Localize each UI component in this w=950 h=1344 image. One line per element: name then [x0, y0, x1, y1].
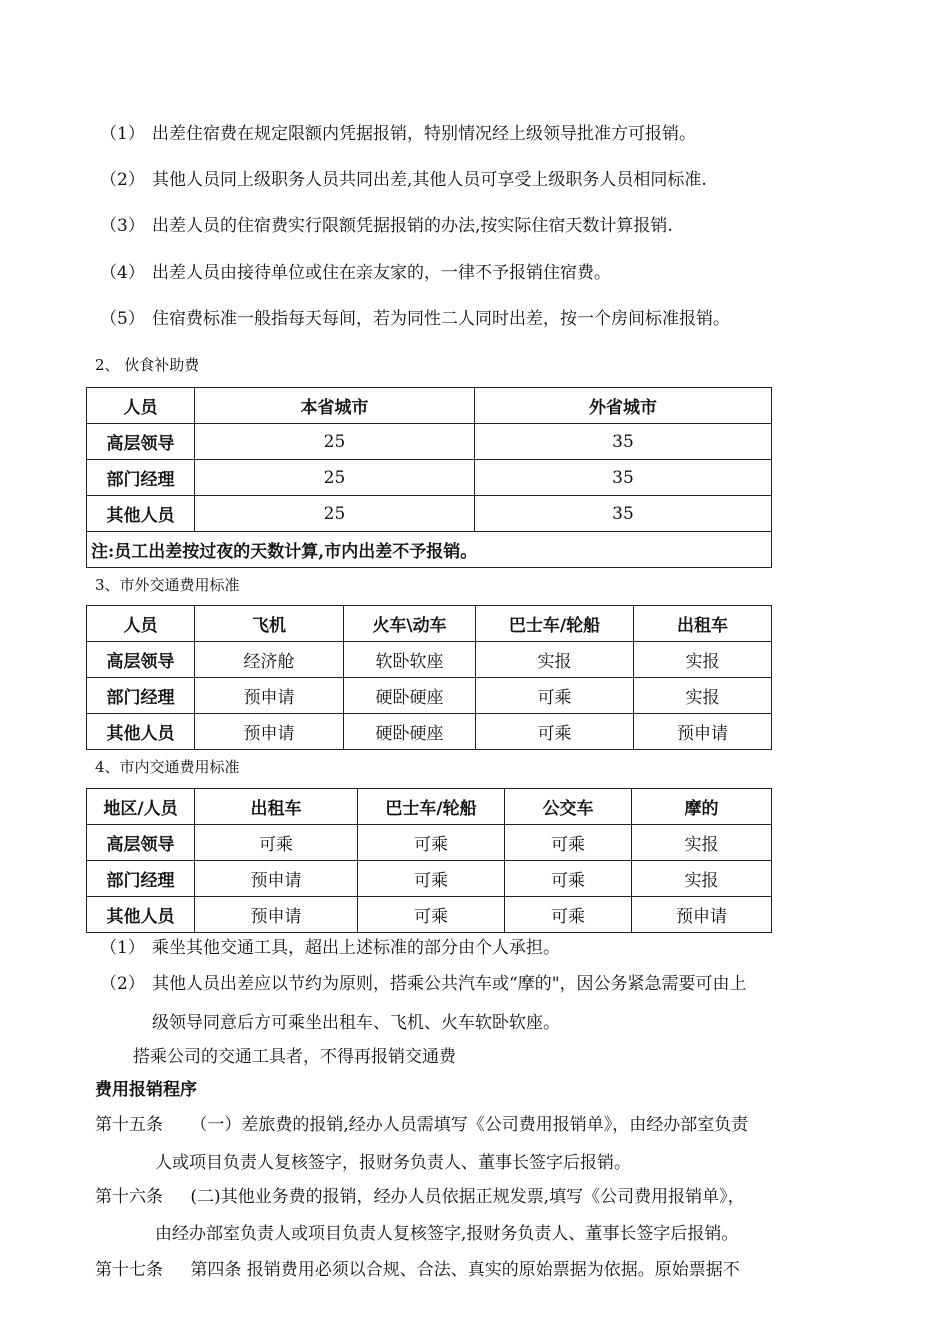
lodging-rule-1: （1） 出差住宿费在规定限额内凭据报销，特别情况经上级领导批准方可报销。 [100, 124, 696, 144]
header-cell: 飞机 [195, 606, 344, 642]
outer-transport-table [86, 605, 772, 750]
header-cell: 本省城市 [195, 388, 475, 424]
row-label: 其他人员 [87, 496, 195, 532]
row-label: 部门经理 [87, 678, 195, 714]
meal-heading: 2、 伙食补助费 [95, 356, 200, 374]
article-17: 第十七条 第四条 报销费用必须以合规、合法、真实的原始票据为依据。原始票据不 [95, 1260, 740, 1280]
table-row [87, 861, 772, 897]
article-label: 第十五条 [95, 1115, 163, 1135]
table-cell: 35 [475, 460, 772, 496]
transport-note-2-cont: 级领导同意后方可乘坐出租车、飞机、火车软卧软座。 [152, 1013, 560, 1033]
meal-table [86, 387, 772, 568]
article-15: 第十五条 （一）差旅费的报销,经办人员需填写《公司费用报销单》，由经办部室负责 [95, 1115, 749, 1135]
table-cell: 可乘 [358, 897, 505, 933]
table-cell: 可乘 [505, 825, 632, 861]
transport-note-2: （2） 其他人员出差应以节约为原则，搭乘公共汽车或“摩的"，因公务紧急需要可由上 [100, 974, 747, 994]
table-cell: 可乘 [195, 825, 358, 861]
table-cell: 35 [475, 496, 772, 532]
header-cell: 出租车 [195, 789, 358, 825]
table-row [87, 460, 772, 496]
row-label: 部门经理 [87, 460, 195, 496]
table-cell: 硬卧硬座 [344, 678, 476, 714]
table-row [87, 642, 772, 678]
lodging-rule-3: （3） 出差人员的住宿费实行限额凭据报销的办法,按实际住宿天数计算报销. [100, 216, 673, 236]
table-row [87, 714, 772, 750]
header-cell: 人员 [87, 606, 195, 642]
header-cell: 公交车 [505, 789, 632, 825]
table-row [87, 496, 772, 532]
procedure-title: 费用报销程序 [95, 1080, 197, 1100]
row-label: 高层领导 [87, 424, 195, 460]
table-cell: 实报 [634, 678, 772, 714]
article-16: 第十六条 (二)其他业务费的报销，经办人员依据正规发票,填写《公司费用报销单》， [95, 1187, 745, 1207]
table-cell: 实报 [634, 642, 772, 678]
table-row [87, 424, 772, 460]
lodging-rule-4: （4） 出差人员由接待单位或住在亲友家的，一律不予报销住宿费。 [100, 263, 611, 283]
table-header-row [87, 606, 772, 642]
transport-note-3: 搭乘公司的交通工具者，不得再报销交通费 [133, 1047, 456, 1067]
table-cell: 预申请 [195, 678, 344, 714]
table-cell: 预申请 [195, 861, 358, 897]
row-label: 其他人员 [87, 714, 195, 750]
article-label: 第十六条 [95, 1187, 163, 1207]
table-row [87, 897, 772, 933]
table-cell: 25 [195, 496, 475, 532]
table-row [87, 678, 772, 714]
table-cell: 实报 [632, 825, 772, 861]
table-cell: 35 [475, 424, 772, 460]
inner-transport-table [86, 788, 772, 933]
header-cell: 巴士车/轮船 [476, 606, 634, 642]
outer-transport-heading: 3、市外交通费用标准 [95, 576, 240, 594]
table-cell: 可乘 [476, 678, 634, 714]
article-15-cont: 人或项目负责人复核签字，报财务负责人、董事长签字后报销。 [155, 1153, 631, 1173]
lodging-rule-2: （2） 其他人员同上级职务人员共同出差,其他人员可享受上级职务人员相同标准. [100, 170, 707, 190]
header-cell: 火车\动车 [344, 606, 476, 642]
row-label: 高层领导 [87, 825, 195, 861]
header-cell: 人员 [87, 388, 195, 424]
table-cell: 预申请 [195, 897, 358, 933]
row-label: 其他人员 [87, 897, 195, 933]
table-cell: 可乘 [476, 714, 634, 750]
table-cell: 软卧软座 [344, 642, 476, 678]
note-row [87, 532, 772, 568]
article-16-cont: 由经办部室负责人或项目负责人复核签字,报财务负责人、董事长签字后报销。 [155, 1224, 739, 1244]
table-cell: 硬卧硬座 [344, 714, 476, 750]
inner-transport-heading: 4、市内交通费用标准 [95, 758, 240, 776]
table-header-row [87, 388, 772, 424]
table-cell: 可乘 [505, 861, 632, 897]
transport-note-1: （1） 乘坐其他交通工具，超出上述标准的部分由个人承担。 [100, 938, 560, 958]
row-label: 高层领导 [87, 642, 195, 678]
table-cell: 预申请 [632, 897, 772, 933]
table-cell: 经济舱 [195, 642, 344, 678]
table-cell: 实报 [632, 861, 772, 897]
article-label: 第十七条 [95, 1260, 163, 1280]
lodging-rule-5: （5） 住宿费标准一般指每天每间，若为同性二人同时出差，按一个房间标准报销。 [100, 309, 730, 329]
header-cell: 外省城市 [475, 388, 772, 424]
table-cell: 实报 [476, 642, 634, 678]
table-cell: 可乘 [358, 861, 505, 897]
header-cell: 巴士车/轮船 [358, 789, 505, 825]
table-row [87, 825, 772, 861]
table-header-row [87, 789, 772, 825]
header-cell: 摩的 [632, 789, 772, 825]
header-cell: 地区/人员 [87, 789, 195, 825]
header-cell: 出租车 [634, 606, 772, 642]
table-cell: 预申请 [195, 714, 344, 750]
table-cell: 25 [195, 460, 475, 496]
meal-note: 注:员工出差按过夜的天数计算,市内出差不予报销。 [87, 532, 772, 568]
table-cell: 可乘 [505, 897, 632, 933]
table-cell: 预申请 [634, 714, 772, 750]
row-label: 部门经理 [87, 861, 195, 897]
table-cell: 可乘 [358, 825, 505, 861]
table-cell: 25 [195, 424, 475, 460]
